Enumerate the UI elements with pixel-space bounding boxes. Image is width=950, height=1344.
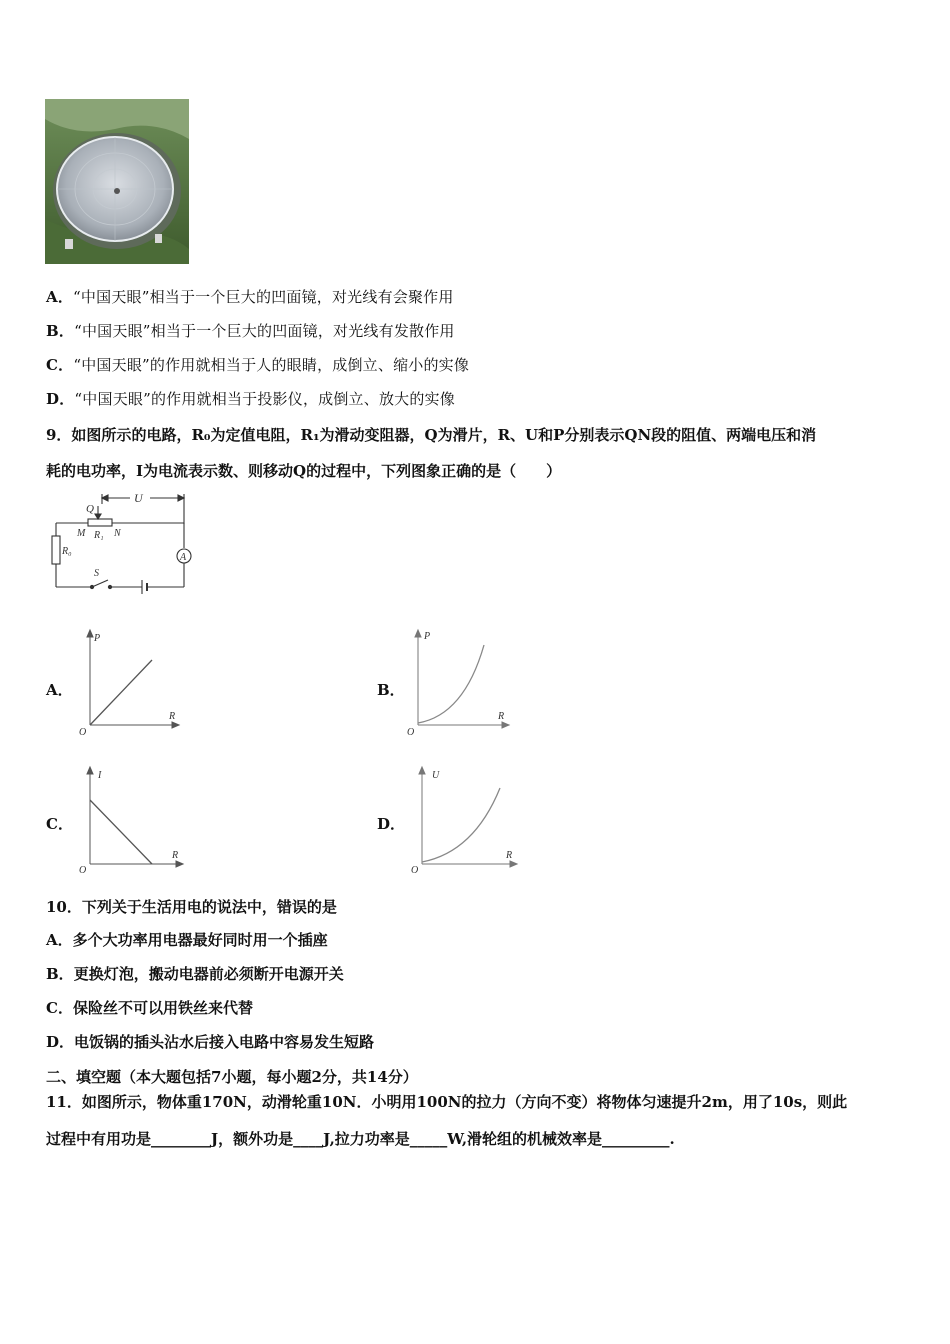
axis-x-label: R bbox=[172, 850, 179, 861]
option-text: “中国天眼”的作用就相当于人的眼睛，成倒立、缩小的实像 bbox=[73, 356, 470, 374]
q10-option-a bbox=[46, 929, 328, 950]
option-letter: B． bbox=[46, 322, 75, 340]
q9-option-d-letter: D． bbox=[377, 815, 406, 833]
q10-option-d bbox=[46, 1031, 374, 1052]
origin-label: O bbox=[411, 865, 419, 876]
axis-x-label: R bbox=[498, 711, 505, 722]
origin-label: O bbox=[79, 727, 87, 737]
origin-label: O bbox=[407, 727, 415, 737]
option-text: “中国天眼”的作用就相当于投影仪，成倒立、放大的实像 bbox=[74, 390, 455, 408]
option-letter: B． bbox=[46, 965, 74, 983]
label-n: N bbox=[114, 528, 121, 539]
q8-option-d bbox=[46, 388, 455, 409]
option-letter: D． bbox=[46, 1033, 75, 1051]
axis-y-label: U bbox=[432, 770, 440, 781]
label-q: Q bbox=[86, 503, 94, 515]
origin-label: O bbox=[79, 865, 87, 876]
label-u: U bbox=[134, 492, 143, 505]
axis-y-label: P bbox=[94, 633, 101, 644]
axis-x-label: R bbox=[169, 711, 176, 722]
option-letter: A． bbox=[46, 288, 74, 306]
q10-stem: 10．下列关于生活用电的说法中，错误的是 bbox=[46, 898, 337, 916]
axis-y-label: I bbox=[98, 770, 102, 781]
label-s: S bbox=[94, 568, 99, 579]
option-letter: C． bbox=[46, 999, 73, 1017]
option-text: 电饭锅的插头沾水后接入电路中容易发生短路 bbox=[74, 1033, 375, 1051]
option-text: 多个大功率用电器最好同时用一个插座 bbox=[72, 931, 328, 949]
q11-stem-line1: 11．如图所示，物体重170N，动滑轮重10N．小明用100N的拉力（方向不变）将物体匀速提升2m，用了10s，则此 bbox=[46, 1093, 848, 1111]
circuit-diagram bbox=[46, 492, 200, 604]
q9-option-b-letter: B． bbox=[377, 681, 405, 699]
option-letter: A． bbox=[46, 931, 73, 949]
telescope-photo bbox=[45, 99, 189, 264]
q10-option-b bbox=[46, 963, 344, 984]
q9-option-a-letter: A． bbox=[46, 681, 73, 699]
q9-stem-line1: 9．如图所示的电路，R₀为定值电阻，R₁为滑动变阻器，Q为滑片，R、U和P分别表示QN段的阻值、两端电压和消 bbox=[46, 426, 817, 444]
axis-x-label: R bbox=[506, 850, 513, 861]
section-heading: 二、填空题（本大题包括7小题，每小题2分，共14分） bbox=[46, 1068, 418, 1086]
label-m: M bbox=[77, 528, 86, 539]
q9-option-c-letter: C． bbox=[46, 815, 73, 833]
q11-stem-line2: 过程中有用功是________J，额外功是____J,拉力功率是_____W,滑轮组的机械效率是_________. bbox=[46, 1130, 675, 1148]
q9-graph-b bbox=[404, 625, 512, 737]
axis-y-label: P bbox=[424, 631, 431, 642]
option-text: 保险丝不可以用铁丝来代替 bbox=[72, 999, 253, 1017]
q9-graph-a bbox=[74, 625, 182, 737]
option-text: “中国天眼”相当于一个巨大的凹面镜，对光线有发散作用 bbox=[74, 322, 455, 340]
option-text: 更换灯泡，搬动电器前必须断开电源开关 bbox=[73, 965, 344, 983]
q9-graph-d bbox=[404, 760, 520, 878]
q8-option-b bbox=[46, 320, 455, 341]
q9-stem-line2: 耗的电功率，I为电流表示数、则移动Q的过程中，下列图象正确的是（ ） bbox=[46, 462, 562, 480]
option-text: “中国天眼”相当于一个巨大的凹面镜，对光线有会聚作用 bbox=[73, 288, 454, 306]
q8-option-c bbox=[46, 354, 469, 375]
q9-graph-c bbox=[74, 760, 186, 878]
option-letter: C． bbox=[46, 356, 74, 374]
label-r0: R₀ bbox=[62, 546, 72, 557]
q10-option-c bbox=[46, 997, 253, 1018]
label-ammeter: A bbox=[180, 552, 187, 563]
label-r1: R₁ bbox=[94, 530, 104, 541]
option-letter: D． bbox=[46, 390, 75, 408]
q8-option-a bbox=[46, 286, 454, 307]
